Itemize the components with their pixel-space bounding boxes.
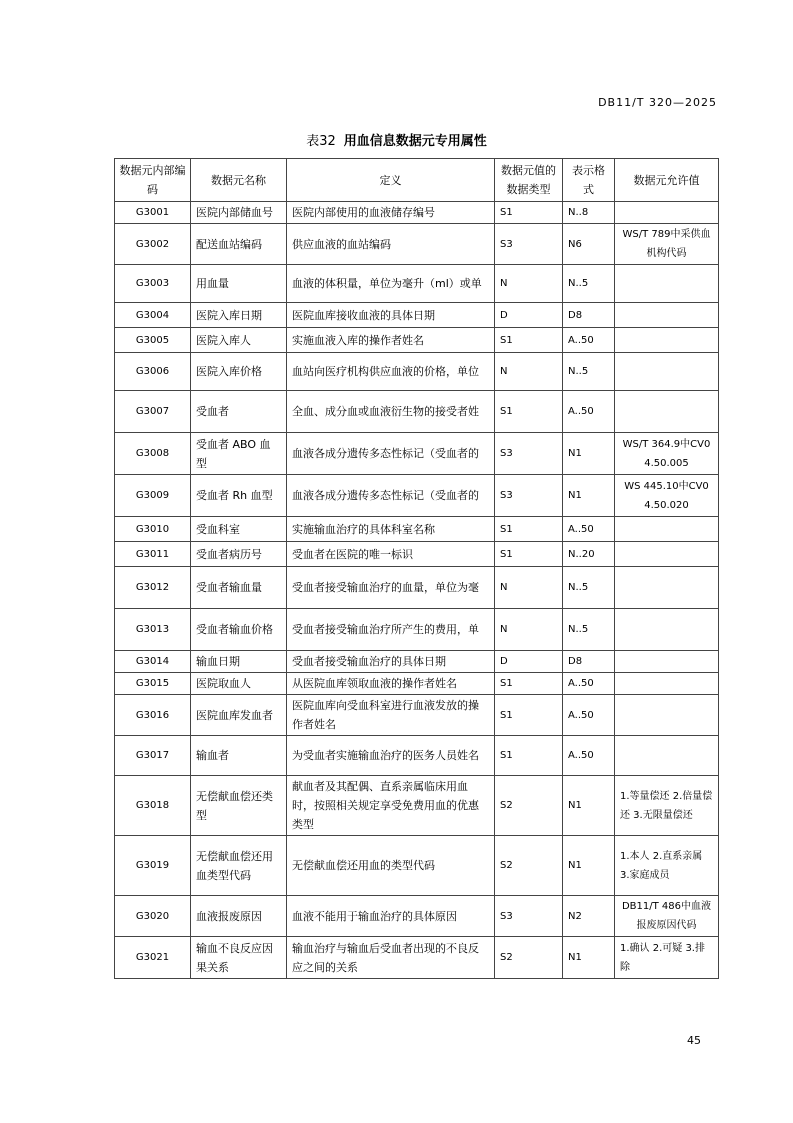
element-code-cell: G3010	[115, 517, 191, 542]
format-cell: A..50	[563, 736, 615, 776]
definition-cell: 献血者及其配偶、直系亲属临床用血时，按照相关规定享受免费用血的优惠 类型	[287, 776, 495, 836]
table-row	[115, 776, 719, 836]
allowed-values-cell	[615, 651, 719, 673]
table-row	[115, 609, 719, 651]
element-code-cell: G3002	[115, 224, 191, 265]
element-code-cell: G3008	[115, 433, 191, 475]
definition-cell: 受血者接受输血治疗的血量，单位为毫	[287, 567, 495, 609]
data-type-cell: S1	[495, 673, 563, 695]
table-row	[115, 736, 719, 776]
element-code-cell: G3012	[115, 567, 191, 609]
element-name-cell: 医院入库人	[191, 328, 287, 353]
element-name-cell: 配送血站编码	[191, 224, 287, 265]
document-code: DB11/T 320—2025	[598, 96, 717, 109]
definition-cell: 血液各成分遗传多态性标记（受血者的	[287, 475, 495, 517]
data-type-cell: S2	[495, 836, 563, 896]
element-code-cell: G3016	[115, 695, 191, 736]
definition-cell: 受血者在医院的唯一标识	[287, 542, 495, 567]
column-header: 数据元内部编码	[115, 159, 191, 202]
definition-cell: 供应血液的血站编码	[287, 224, 495, 265]
format-cell: A..50	[563, 391, 615, 433]
element-name-cell: 受血者 ABO 血型	[191, 433, 287, 475]
allowed-values-cell: 1.等量偿还 2.倍量偿还 3.无限量偿还	[615, 776, 719, 836]
format-cell: A..50	[563, 517, 615, 542]
table-row	[115, 265, 719, 303]
data-type-cell: S3	[495, 475, 563, 517]
data-type-cell: S2	[495, 776, 563, 836]
format-cell: N..8	[563, 202, 615, 224]
column-header: 数据元值的数据类型	[495, 159, 563, 202]
element-name-cell: 医院取血人	[191, 673, 287, 695]
table-row	[115, 391, 719, 433]
allowed-values-cell	[615, 736, 719, 776]
table-header-row	[115, 159, 719, 202]
element-name-cell: 无偿献血偿还类型	[191, 776, 287, 836]
definition-cell: 血液的体积量，单位为毫升（ml）或单	[287, 265, 495, 303]
allowed-values-cell: WS/T 789中采供血机构代码	[615, 224, 719, 265]
data-type-cell: D	[495, 303, 563, 328]
data-type-cell: S3	[495, 224, 563, 265]
element-name-cell: 无偿献血偿还用血类型代码	[191, 836, 287, 896]
allowed-values-cell	[615, 673, 719, 695]
definition-cell: 实施血液入库的操作者姓名	[287, 328, 495, 353]
table-row	[115, 695, 719, 736]
format-cell: N..5	[563, 609, 615, 651]
element-code-cell: G3006	[115, 353, 191, 391]
format-cell: A..50	[563, 695, 615, 736]
data-type-cell: S2	[495, 937, 563, 979]
allowed-values-cell	[615, 328, 719, 353]
table-row	[115, 303, 719, 328]
element-name-cell: 受血者 Rh 血型	[191, 475, 287, 517]
format-cell: N1	[563, 475, 615, 517]
element-name-cell: 受血科室	[191, 517, 287, 542]
format-cell: N..5	[563, 265, 615, 303]
definition-cell: 受血者接受输血治疗所产生的费用，单	[287, 609, 495, 651]
definition-cell: 血液各成分遗传多态性标记（受血者的	[287, 433, 495, 475]
table-title-text: 用血信息数据元专用属性	[343, 134, 487, 149]
format-cell: N2	[563, 896, 615, 937]
format-cell: A..50	[563, 328, 615, 353]
element-code-cell: G3011	[115, 542, 191, 567]
allowed-values-cell	[615, 695, 719, 736]
element-name-cell: 医院入库价格	[191, 353, 287, 391]
element-code-cell: G3019	[115, 836, 191, 896]
element-name-cell: 医院入库日期	[191, 303, 287, 328]
format-cell: N..5	[563, 353, 615, 391]
element-code-cell: G3013	[115, 609, 191, 651]
format-cell: N6	[563, 224, 615, 265]
element-code-cell: G3017	[115, 736, 191, 776]
allowed-values-cell: 1.本人 2.直系亲属 3.家庭成员	[615, 836, 719, 896]
table-row	[115, 651, 719, 673]
allowed-values-cell	[615, 567, 719, 609]
definition-cell: 全血、成分血或血液衍生物的接受者姓	[287, 391, 495, 433]
data-type-cell: N	[495, 609, 563, 651]
data-type-cell: N	[495, 353, 563, 391]
element-code-cell: G3003	[115, 265, 191, 303]
definition-cell: 医院血库向受血科室进行血液发放的操作者姓名	[287, 695, 495, 736]
definition-cell: 受血者接受输血治疗的具体日期	[287, 651, 495, 673]
element-code-cell: G3014	[115, 651, 191, 673]
definition-cell: 血站向医疗机构供应血液的价格，单位	[287, 353, 495, 391]
table-row	[115, 353, 719, 391]
allowed-values-cell	[615, 202, 719, 224]
element-code-cell: G3018	[115, 776, 191, 836]
format-cell: N..20	[563, 542, 615, 567]
element-name-cell: 输血日期	[191, 651, 287, 673]
element-name-cell: 受血者输血价格	[191, 609, 287, 651]
table-row	[115, 202, 719, 224]
allowed-values-cell: WS 445.10中CV04.50.020	[615, 475, 719, 517]
element-code-cell: G3007	[115, 391, 191, 433]
element-code-cell: G3004	[115, 303, 191, 328]
column-header: 数据元名称	[191, 159, 287, 202]
format-cell: D8	[563, 651, 615, 673]
table-number: 表32	[306, 134, 336, 149]
element-code-cell: G3005	[115, 328, 191, 353]
data-type-cell: S3	[495, 896, 563, 937]
table-row	[115, 224, 719, 265]
format-cell: N1	[563, 433, 615, 475]
element-code-cell: G3001	[115, 202, 191, 224]
data-type-cell: S1	[495, 542, 563, 567]
definition-cell: 为受血者实施输血治疗的医务人员姓名	[287, 736, 495, 776]
table-row	[115, 567, 719, 609]
data-type-cell: N	[495, 567, 563, 609]
table-row	[115, 328, 719, 353]
definition-cell: 医院内部使用的血液储存编号	[287, 202, 495, 224]
allowed-values-cell	[615, 609, 719, 651]
table-row	[115, 542, 719, 567]
table-row	[115, 517, 719, 542]
allowed-values-cell: WS/T 364.9中CV04.50.005	[615, 433, 719, 475]
element-code-cell: G3009	[115, 475, 191, 517]
element-name-cell: 受血者病历号	[191, 542, 287, 567]
format-cell: N..5	[563, 567, 615, 609]
table-title	[0, 130, 793, 149]
definition-cell: 无偿献血偿还用血的类型代码	[287, 836, 495, 896]
element-code-cell: G3015	[115, 673, 191, 695]
data-type-cell: S1	[495, 736, 563, 776]
format-cell: A..50	[563, 673, 615, 695]
allowed-values-cell	[615, 391, 719, 433]
allowed-values-cell	[615, 353, 719, 391]
allowed-values-cell	[615, 517, 719, 542]
definition-cell: 医院血库接收血液的具体日期	[287, 303, 495, 328]
table-row	[115, 937, 719, 979]
element-name-cell: 受血者	[191, 391, 287, 433]
data-type-cell: S1	[495, 391, 563, 433]
data-type-cell: S1	[495, 328, 563, 353]
allowed-values-cell: DB11/T 486中血液报废原因代码	[615, 896, 719, 937]
element-code-cell: G3021	[115, 937, 191, 979]
table-row	[115, 673, 719, 695]
data-type-cell: D	[495, 651, 563, 673]
element-name-cell: 医院内部储血号	[191, 202, 287, 224]
element-name-cell: 医院血库发血者	[191, 695, 287, 736]
column-header: 表示格式	[563, 159, 615, 202]
definition-cell: 输血治疗与输血后受血者出现的不良反应之间的关系	[287, 937, 495, 979]
element-name-cell: 输血不良反应因果关系	[191, 937, 287, 979]
allowed-values-cell	[615, 303, 719, 328]
column-header: 数据元允许值	[615, 159, 719, 202]
table-row	[115, 896, 719, 937]
data-type-cell: S1	[495, 202, 563, 224]
table-row	[115, 475, 719, 517]
data-type-cell: S1	[495, 517, 563, 542]
data-type-cell: S1	[495, 695, 563, 736]
column-header: 定义	[287, 159, 495, 202]
element-code-cell: G3020	[115, 896, 191, 937]
definition-cell: 从医院血库领取血液的操作者姓名	[287, 673, 495, 695]
format-cell: D8	[563, 303, 615, 328]
element-name-cell: 受血者输血量	[191, 567, 287, 609]
page-number: 45	[687, 1034, 701, 1047]
format-cell: N1	[563, 836, 615, 896]
table-row	[115, 433, 719, 475]
definition-cell: 实施输血治疗的具体科室名称	[287, 517, 495, 542]
allowed-values-cell: 1.确认 2.可疑 3.排除	[615, 937, 719, 979]
data-type-cell: N	[495, 265, 563, 303]
data-type-cell: S3	[495, 433, 563, 475]
allowed-values-cell	[615, 542, 719, 567]
element-name-cell: 血液报废原因	[191, 896, 287, 937]
attribute-table	[114, 158, 719, 979]
allowed-values-cell	[615, 265, 719, 303]
element-name-cell: 用血量	[191, 265, 287, 303]
table-row	[115, 836, 719, 896]
format-cell: N1	[563, 776, 615, 836]
element-name-cell: 输血者	[191, 736, 287, 776]
definition-cell: 血液不能用于输血治疗的具体原因	[287, 896, 495, 937]
format-cell: N1	[563, 937, 615, 979]
